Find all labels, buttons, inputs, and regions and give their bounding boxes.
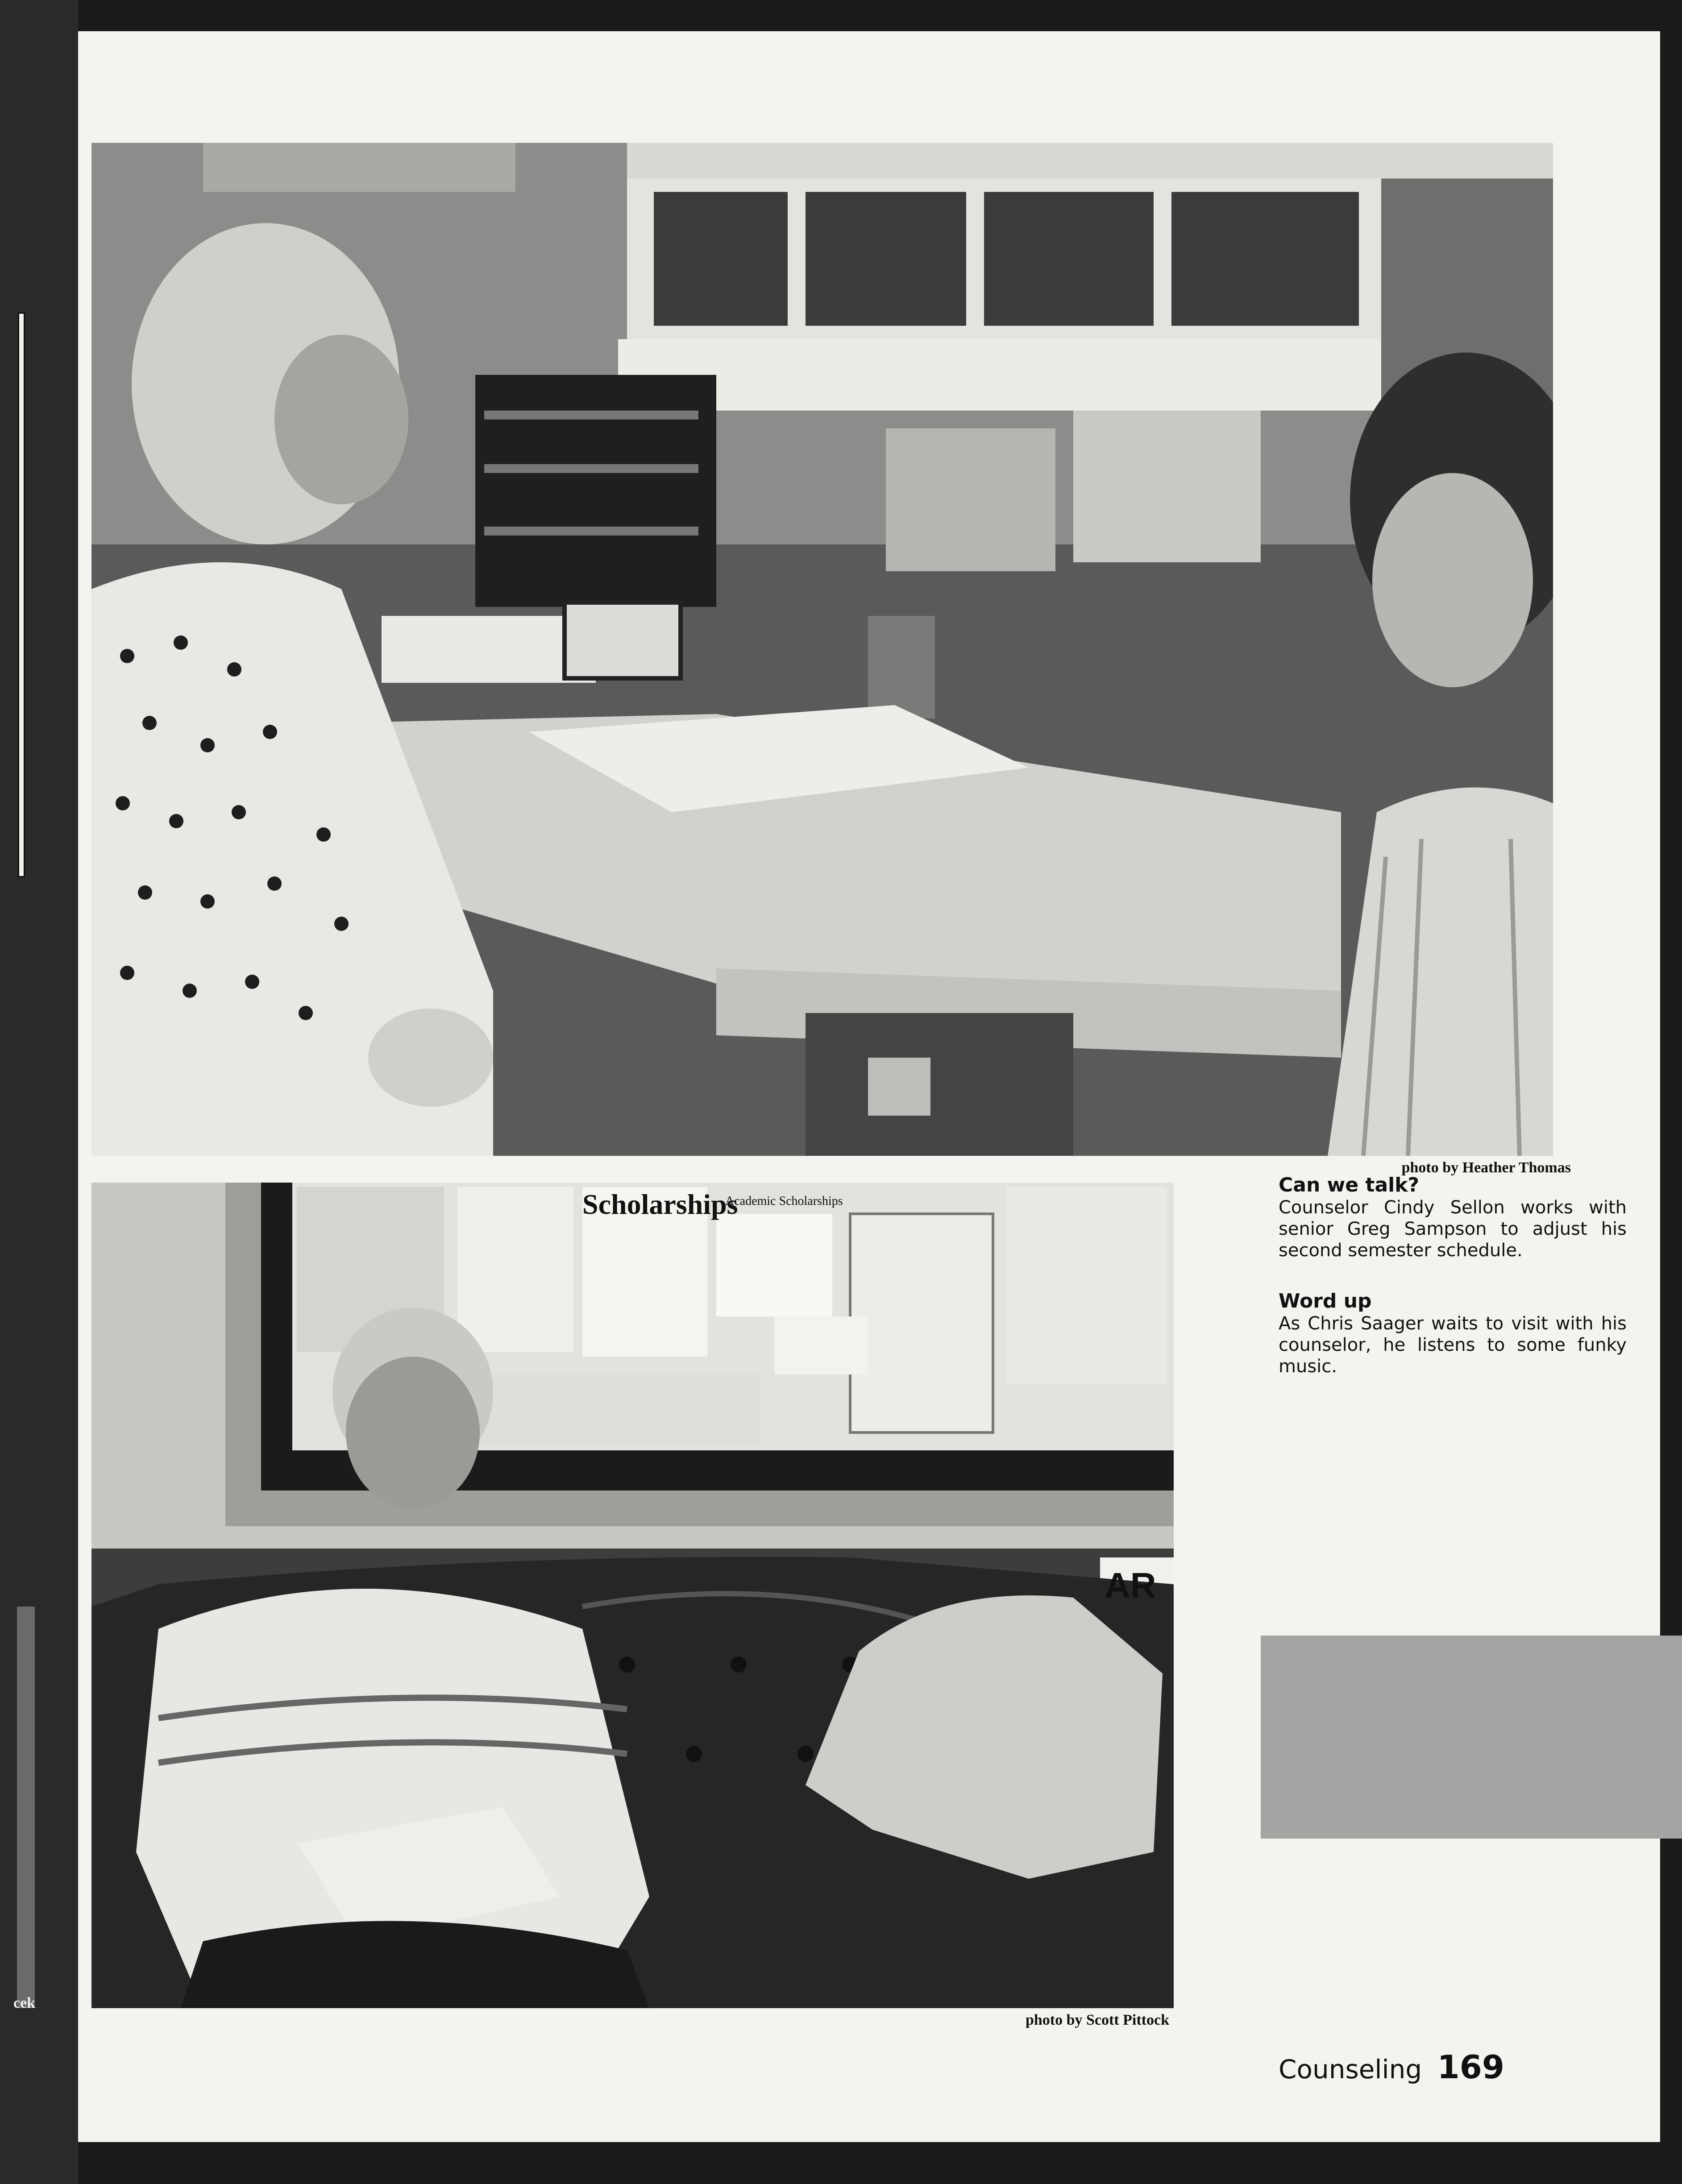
gray-filler-box: [1261, 1636, 1682, 1839]
photo-credit-bottom: photo by Scott Pittock: [1025, 2012, 1169, 2028]
page-number: 169: [1437, 2048, 1504, 2086]
bulletin-heading: Scholarships: [582, 1188, 738, 1220]
bulletin-subheading: Academic Scholarships: [725, 1194, 843, 1208]
waiting-student-photo: [91, 1183, 1174, 2008]
photo-credit-top: photo by Heather Thomas: [1401, 1159, 1571, 1176]
caption-word-up: [1279, 1290, 1627, 1377]
spine-text: cek: [13, 1995, 36, 2011]
caption-body: Counselor Cindy Sellon works with senior Greg Sampson to adjust his second semester schedule.: [1279, 1197, 1627, 1261]
page-folio: [1279, 2048, 1504, 2086]
caption-title: Can we talk?: [1279, 1174, 1420, 1196]
yearbook-page: [78, 31, 1660, 2142]
adjacent-page-edge: [18, 312, 25, 877]
caption-title: Word up: [1279, 1290, 1372, 1312]
counselor-meeting-photo: [91, 143, 1553, 1156]
bulletin-sign: AR: [1105, 1565, 1156, 1605]
section-name: Counseling: [1279, 2054, 1422, 2084]
adjacent-page-photo-edge: [17, 1607, 35, 2008]
caption-body: As Chris Saager waits to visit with his counselor, he listens to some funky music.: [1279, 1313, 1627, 1377]
caption-can-we-talk: [1279, 1174, 1627, 1261]
book-spine: [0, 0, 78, 2184]
